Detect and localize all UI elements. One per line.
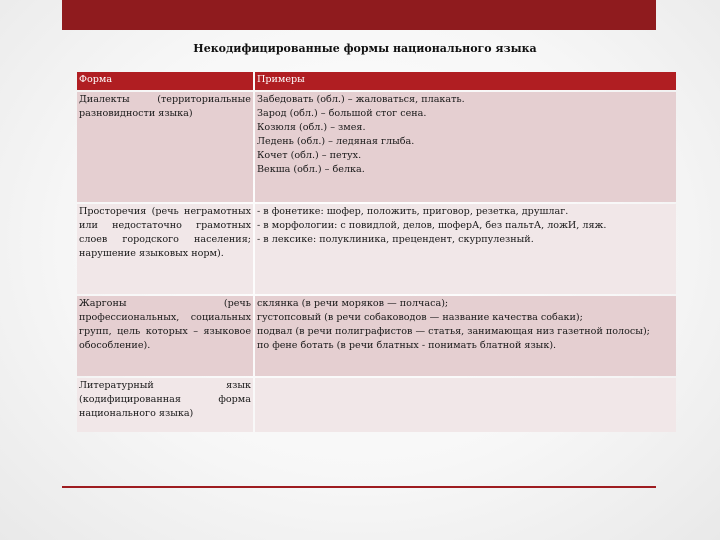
example-line: Векша (обл.) – белка.	[257, 164, 365, 175]
table-row-vernacular	[77, 204, 676, 294]
examples-cell-empty	[255, 378, 676, 432]
example-line: Ледень (обл.) – ледяная глыба.	[257, 136, 415, 147]
example-line: склянка (в речи моряков — полчаса);	[257, 298, 449, 309]
form-cell: Литературный язык (кодифицированная форма национального языка)	[77, 378, 253, 432]
form-cell: Просторечия (речь неграмотных или недостаточно грамотных слоев городского населения; нарушение языковых норм).	[77, 204, 253, 294]
example-line: Кочет (обл.) – петух.	[257, 150, 362, 161]
example-line: - в морфологии: с повидлой, делов, шоферА, без пальтА, ложИ, ляж.	[257, 220, 607, 231]
example-line: Забедовать (обл.) – жаловаться, плакать.	[257, 94, 465, 105]
example-line: Зарод (обл.) – большой стог сена.	[257, 108, 427, 119]
table-row-literary	[77, 378, 676, 432]
examples-cell	[255, 92, 676, 202]
examples-cell	[255, 204, 676, 294]
table-row-dialects	[77, 92, 676, 202]
forms-table	[75, 70, 678, 434]
header-form: Форма	[77, 72, 253, 90]
form-cell: Жаргоны (речь профессиональных, социальных групп, цель которых – языковое обособление).	[77, 296, 253, 376]
example-line: по фене ботать (в речи блатных - понимать блатной язык).	[257, 340, 557, 351]
example-line: подвал (в речи полиграфистов — статья, занимающая низ газетной полосы);	[257, 326, 650, 337]
top-decorative-bar	[62, 0, 656, 30]
slide-title: Некодифицированные формы национального языка	[193, 42, 537, 55]
example-line: Козюля (обл.) – змея.	[257, 122, 366, 133]
table-row-jargons	[77, 296, 676, 376]
bottom-decorative-line	[62, 486, 656, 488]
table-header-row	[77, 72, 676, 90]
examples-cell	[255, 296, 676, 376]
example-line: - в лексике: полуклиника, прецендент, скурпулезный.	[257, 234, 534, 245]
example-line: густопсовый (в речи собаководов — название качества собаки);	[257, 312, 583, 323]
form-cell: Диалекты (территориальные разновидности языка)	[77, 92, 253, 202]
header-examples: Примеры	[255, 72, 676, 90]
example-line: - в фонетике: шофер, положить, приговор, резетка, друшлаг.	[257, 206, 569, 217]
